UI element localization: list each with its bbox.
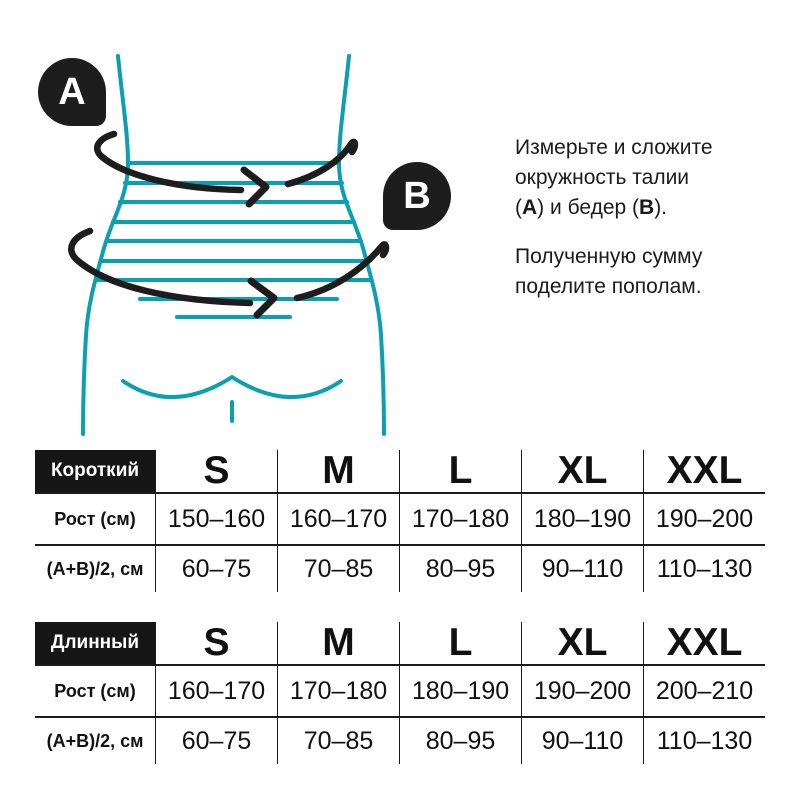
instruction-line: (А) и бедер (В). [515,196,668,219]
variant-label: Длинный [35,622,155,664]
table-value: 190–200 [521,664,643,716]
measurement-instructions [515,133,785,302]
size-header: XXL [643,450,765,492]
size-header: XL [521,622,643,664]
row-label: (А+В)/2, см [35,716,155,764]
size-header: L [399,450,521,492]
instruction-line: Измерьте и сложите [515,136,713,159]
instruction-line: поделите пополам. [515,275,702,298]
hip-arrow [71,231,386,315]
table-value: 90–110 [521,544,643,592]
waist-arrow [97,134,355,204]
table-value: 110–130 [643,716,765,764]
row-label: Рост (см) [35,492,155,544]
table-value: 70–85 [277,544,399,592]
waist-arrowhead-icon [244,170,266,204]
hip-label-badge [383,162,451,230]
table-value: 160–170 [277,492,399,544]
garment-stripes [96,163,371,280]
waist-label-badge [38,58,106,126]
table-value: 190–200 [643,492,765,544]
table-value: 80–95 [399,716,521,764]
table-value: 170–180 [277,664,399,716]
instruction-line: окружность талии [515,166,690,189]
table-value: 170–180 [399,492,521,544]
waist-ref-letter: А [522,196,538,219]
row-label: Рост (см) [35,664,155,716]
table-value: 200–210 [643,664,765,716]
waist-label-letter: A [58,70,86,113]
table-value: 180–190 [399,664,521,716]
size-header: S [155,450,277,492]
size-table-long [35,622,765,764]
table-value: 160–170 [155,664,277,716]
size-header: L [399,622,521,664]
table-value: 90–110 [521,716,643,764]
size-header: M [277,622,399,664]
table-value: 80–95 [399,544,521,592]
instruction-line: Полученную сумму [515,245,703,268]
hip-label-letter: B [403,174,431,217]
size-header: S [155,622,277,664]
size-header: XXL [643,622,765,664]
table-value: 60–75 [155,544,277,592]
table-value: 180–190 [521,492,643,544]
table-value: 150–160 [155,492,277,544]
variant-label: Короткий [35,450,155,492]
size-header: XL [521,450,643,492]
table-value: 60–75 [155,716,277,764]
table-value: 70–85 [277,716,399,764]
row-label: (А+В)/2, см [35,544,155,592]
buttocks-line [123,377,341,421]
size-table-short [35,450,765,592]
hip-ref-letter: В [639,196,655,219]
size-header: M [277,450,399,492]
table-value: 110–130 [643,544,765,592]
